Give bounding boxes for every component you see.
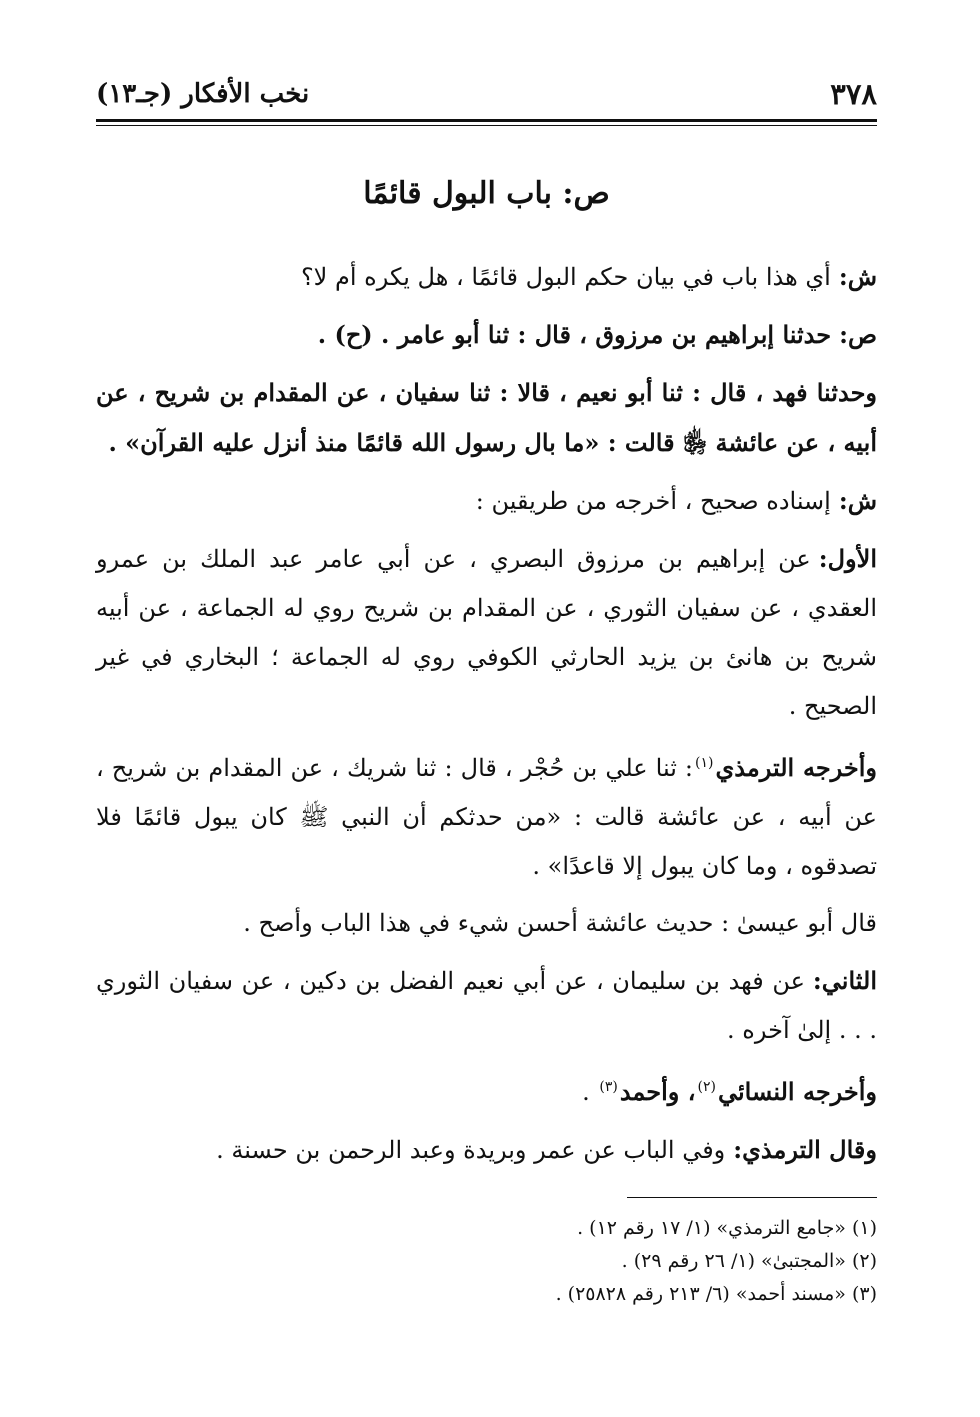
paragraph-text: وفي الباب عن عمر وبريدة وعبد الرحمن بن حسنة . [216, 1136, 726, 1164]
footnote-separator [627, 1197, 877, 1198]
paragraph-lead: ص: [839, 320, 877, 349]
footnote-text: «جامع الترمذي» (١/ ١٧ رقم ١٢) . [577, 1217, 846, 1239]
footnote-text: «مسند أحمد» (٦/ ٢١٣ رقم ٢٥٨٢٨) . [555, 1283, 846, 1305]
paragraph-text: : ثنا علي بن حُجْر ، قال : ثنا شريك ، عن المقدام بن شريح ، عن أبيه ، عن عائشة قالت : «من حدثكم أن النبي ﷺ كان يبول قائمًا فلا تصدقوه ، وما كان يبول إلا قاعدًا» . [96, 754, 878, 880]
footnote-ref[interactable]: (٣) [599, 1079, 618, 1095]
header-rule-thin [96, 125, 877, 126]
paragraph-lead: وقال الترمذي: [733, 1135, 877, 1164]
footnotes [96, 1212, 877, 1311]
footnote-text: «المجتبىٰ» (١/ ٢٦ رقم ٢٩) . [621, 1250, 846, 1272]
paragraph [96, 1063, 877, 1117]
footnote-ref[interactable]: (٢) [697, 1079, 716, 1095]
paragraph-text: عن إبراهيم بن مرزوق البصري ، عن أبي عامر عبد الملك بن عمرو العقدي ، عن سفيان الثوري ، عن المقدام بن شريح روي له الجماعة ، عن أبيه شريح بن هانئ بن يزيد الحارثي الكوفي روي له الجماعة ؛ البخاري في غير الصحيح . [96, 545, 877, 720]
paragraph [96, 368, 877, 468]
main-text [96, 252, 877, 1175]
paragraph [96, 739, 877, 891]
paragraph [96, 956, 877, 1055]
page-number: ٣٧٨ [830, 77, 877, 111]
footnote-number: (١) [851, 1217, 877, 1239]
paragraph-text: أي هذا باب في بيان حكم البول قائمًا ، هل يكره أم لا؟ [300, 263, 831, 291]
paragraph-text: حدثنا إبراهيم بن مرزوق ، قال : ثنا أبو عامر . (ح) . [317, 320, 832, 349]
paragraph [96, 310, 877, 360]
chapter-heading: ص: باب البول قائمًا [363, 176, 610, 211]
paragraph-text: وحدثنا فهد ، قال : ثنا أبو نعيم ، قالا : ثنا سفيان ، عن المقدام بن شريح ، عن أبيه ، عن عائشة ﵂ قالت : «ما بال رسول الله قائمًا منذ أنزل عليه القرآن» . [96, 378, 877, 457]
paragraph-lead: ش: [838, 486, 877, 515]
footnote [96, 1278, 877, 1311]
footnote-number: (٣) [851, 1283, 877, 1305]
footnote [96, 1212, 877, 1245]
footnote [96, 1245, 877, 1278]
paragraph-lead: وأخرجه النسائي [717, 1077, 877, 1106]
paragraph-lead-2: ، وأحمد [619, 1077, 696, 1106]
paragraph-lead: الثاني: [812, 966, 877, 995]
paragraph-lead: ش: [838, 262, 877, 291]
paragraph [96, 534, 877, 731]
running-header [96, 72, 877, 116]
paragraph [96, 476, 877, 526]
paragraph-text: إسناده صحيح ، أخرجه من طريقين : [475, 487, 831, 515]
paragraph [96, 252, 877, 302]
paragraph-lead: الأول: [818, 544, 877, 573]
paragraph-lead: وأخرجه الترمذي [715, 753, 877, 782]
footnote-number: (٢) [851, 1250, 877, 1272]
paragraph-text: عن فهد بن سليمان ، عن أبي نعيم الفضل بن دكين ، عن سفيان الثوري . . . إلىٰ آخره . [96, 967, 877, 1044]
header-rule-thick [96, 119, 877, 122]
footnote-ref[interactable]: (١) [695, 755, 714, 771]
book-title: نخب الأفكار (جـ١٣) [96, 79, 310, 109]
paragraph [96, 1125, 877, 1175]
paragraph-text: قال أبو عيسىٰ : حديث عائشة أحسن شيء في هذا الباب وأصح . [243, 909, 877, 937]
paragraph-text: . [582, 1078, 590, 1106]
paragraph [96, 899, 877, 948]
